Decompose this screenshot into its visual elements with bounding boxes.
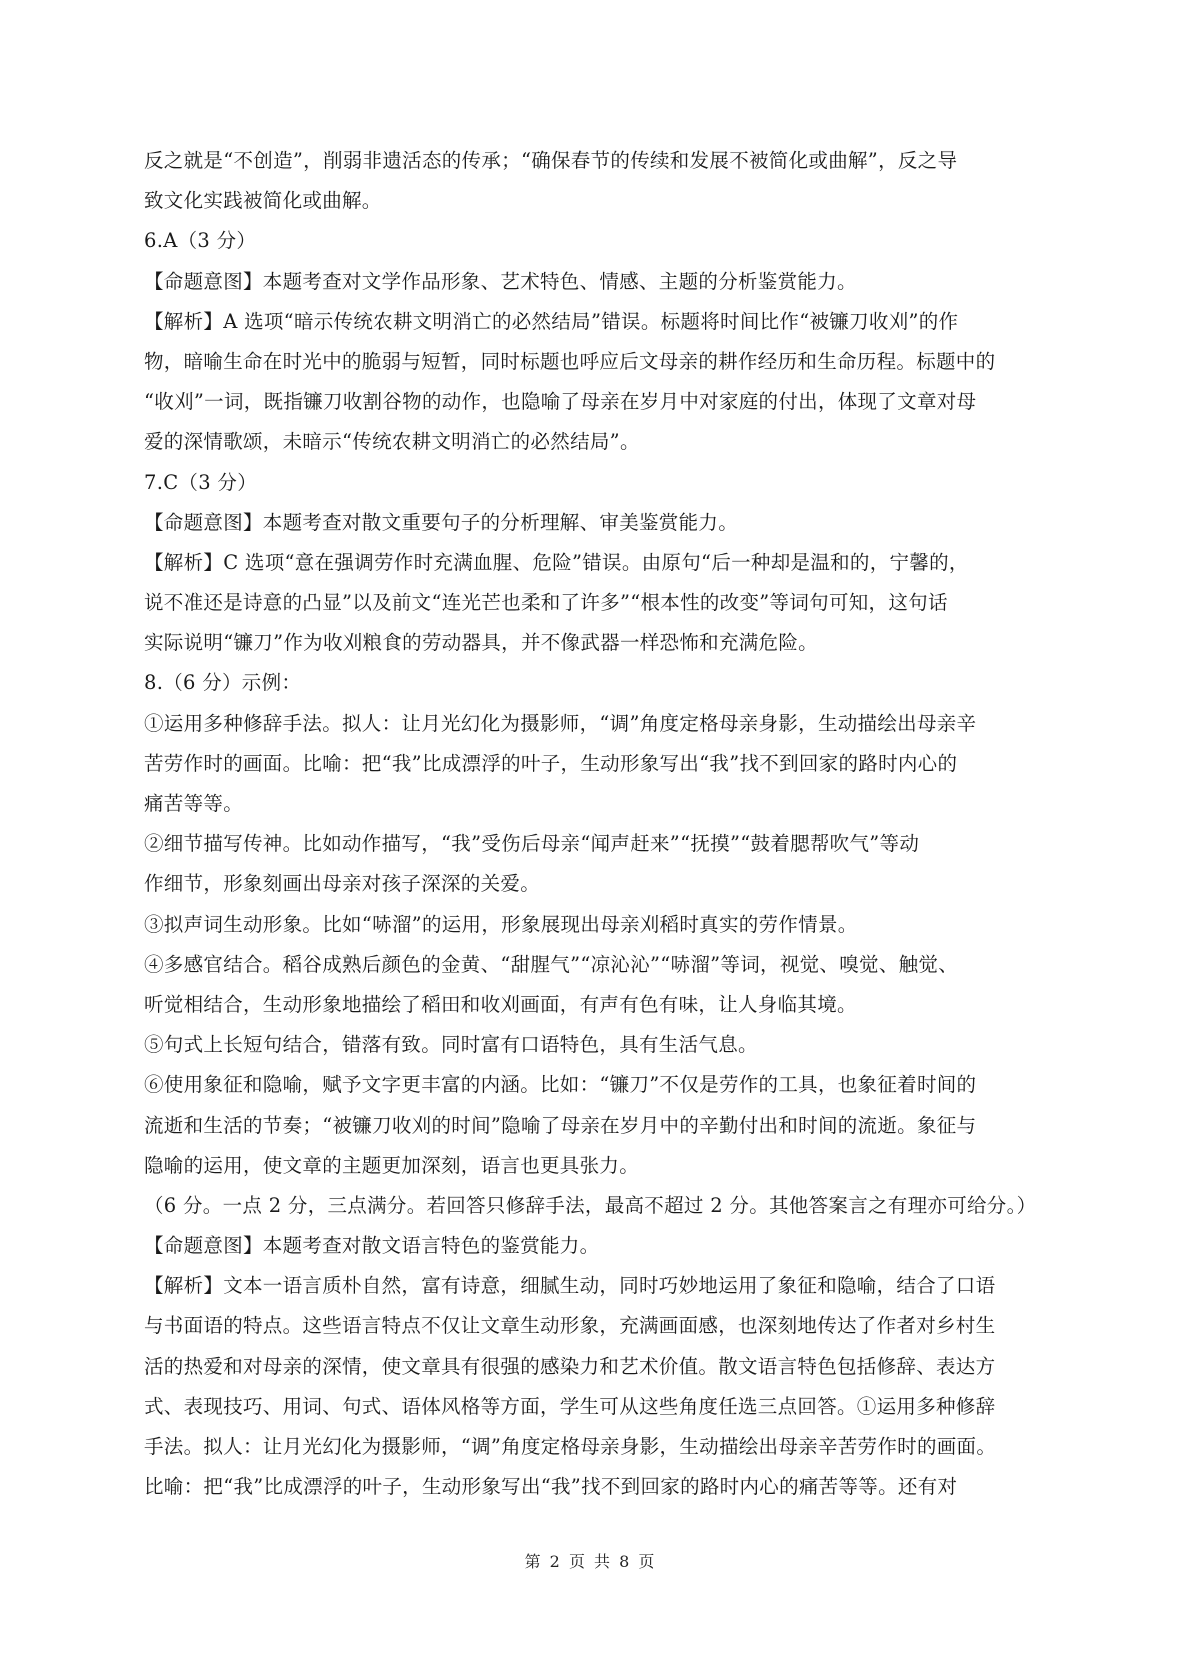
text-line: 式、表现技巧、用词、句式、语体风格等方面，学生可从这些角度任选三点回答。①运用多种修辞 [144,1394,996,1418]
question-6-intent: 【命题意图】本题考查对文学作品形象、艺术特色、情感、主题的分析鉴赏能力。 [144,269,857,293]
question-8-analysis: 【解析】文本一语言质朴自然，富有诗意，细腻生动，同时巧妙地运用了象征和隐喻，结合了口语 [144,1274,996,1298]
text-line: 痛苦等等。 [144,792,244,815]
text-line: 手法。拟人：让月光幻化为摄影师，“调”角度定格母亲身影，生动描绘出母亲辛苦劳作时的画面。 [144,1435,997,1458]
answer-point-1: ①运用多种修辞手法。拟人：让月光幻化为摄影师，“调”角度定格母亲身影，生动描绘出母亲辛 [144,711,977,735]
page-number-footer: 第 2 页 共 8 页 [524,1552,657,1571]
text-line: 说不准还是诗意的凸显”以及前文“连光芒也柔和了许多”“根本性的改变”等词句可知，这句话 [144,591,948,615]
question-7-answer: 7.C（3 分） [144,470,258,494]
text-line: 致文化实践被简化或曲解。 [144,189,382,213]
text-line: 与书面语的特点。这些语言特点不仅让文章生动形象，充满画面感，也深刻地传达了作者对乡村生 [144,1314,996,1338]
text-line: “收刈”一词，既指镰刀收割谷物的动作，也隐喻了母亲在岁月中对家庭的付出，体现了文章对母 [144,390,977,414]
text-line: 反之就是“不创造”，削弱非遗活态的传承；“确保春节的传续和发展不被简化或曲解”，反之导 [144,149,958,172]
scoring-note: （6 分。一点 2 分，三点满分。若回答只修辞手法，最高不超过 2 分。其他答案言之有理亦可给分。） [144,1193,1037,1217]
text-line: 苦劳作时的画面。比喻：把“我”比成漂浮的叶子，生动形象写出“我”找不到回家的路时内心的 [144,751,958,775]
text-line: 实际说明“镰刀”作为收刈粮食的劳动器具，并不像武器一样恐怖和充满危险。 [144,631,818,655]
question-7-intent: 【命题意图】本题考查对散文重要句子的分析理解、审美鉴赏能力。 [144,510,739,534]
text-line: 听觉相结合，生动形象地描绘了稻田和收刈画面，有声有色有味，让人身临其境。 [144,992,857,1016]
text-line: 比喻：把“我”比成漂浮的叶子，生动形象写出“我”找不到回家的路时内心的痛苦等等。还有对 [144,1475,958,1499]
answer-point-3: ③拟声词生动形象。比如“哧溜”的运用，形象展现出母亲刈稻时真实的劳作情景。 [144,912,858,936]
question-7-analysis: 【解析】C 选项“意在强调劳作时充满血腥、危险”错误。由原句“后一种却是温和的，宁馨的， [144,550,969,574]
answer-point-4: ④多感官结合。稻谷成熟后颜色的金黄、“甜腥气”“凉沁沁”“哧溜”等词，视觉、嗅觉、触觉、 [144,952,959,976]
question-6-analysis: 【解析】A 选项“暗示传统农耕文明消亡的必然结局”错误。标题将时间比作“被镰刀收刈”的作 [144,309,959,333]
question-8-intent: 【命题意图】本题考查对散文语言特色的鉴赏能力。 [144,1234,600,1258]
answer-point-6: ⑥使用象征和隐喻，赋予文字更丰富的内涵。比如：“镰刀”不仅是劳作的工具，也象征着时间的 [144,1073,977,1097]
text-line: 作细节，形象刻画出母亲对孩子深深的关爱。 [144,872,541,896]
text-line: 隐喻的运用，使文章的主题更加深刻，语言也更具张力。 [144,1153,640,1177]
question-6-answer: 6.A（3 分） [144,229,257,253]
text-line: 流逝和生活的节奏；“被镰刀收刈的时间”隐喻了母亲在岁月中的辛勤付出和时间的流逝。象征与 [144,1113,977,1137]
text-line: 物，暗喻生命在时光中的脆弱与短暂，同时标题也呼应后文母亲的耕作经历和生命历程。标题中的 [144,349,996,373]
text-line: 爱的深情歌颂，未暗示“传统农耕文明消亡的必然结局”。 [144,430,640,454]
text-line: 活的热爱和对母亲的深情，使文章具有很强的感染力和艺术价值。散文语言特色包括修辞、表达方 [144,1354,996,1378]
question-8-answer: 8.（6 分）示例： [144,671,302,695]
answer-text-block [144,141,1040,1507]
answer-point-2: ②细节描写传神。比如动作描写，“我”受伤后母亲“闻声赶来”“抚摸”“鼓着腮帮吹气”等动 [144,832,920,856]
answer-point-5: ⑤句式上长短句结合，错落有致。同时富有口语特色，具有生活气息。 [144,1033,758,1057]
